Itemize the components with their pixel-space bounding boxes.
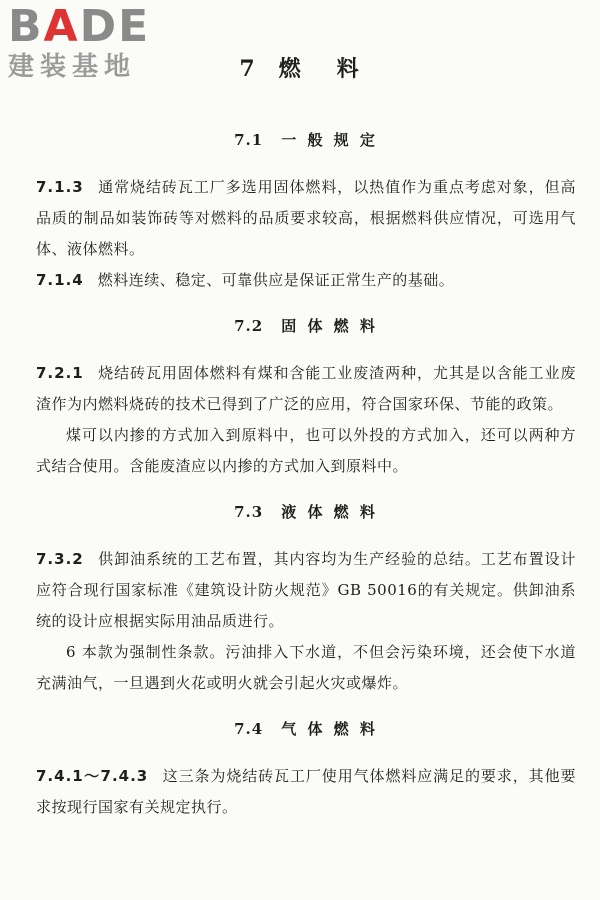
clause-number: 7.1.3 xyxy=(36,178,84,196)
chapter-title xyxy=(0,52,600,83)
clause-number: 7.3.2 xyxy=(36,550,84,568)
section-heading xyxy=(36,312,576,340)
section-heading xyxy=(36,126,576,154)
section-number: 7.3 xyxy=(234,503,264,521)
clause-text: 供卸油系统的工艺布置，其内容均为生产经验的总结。工艺布置设计应符合现行国家标准《建筑设计防火规范》GB 50016的有关规定。供卸油系统的设计应根据实际用油品质进行。 xyxy=(36,550,576,630)
clause-paragraph xyxy=(36,265,576,296)
clause-number: 7.4.1～7.4.3 xyxy=(36,767,149,785)
logo-wordmark: BADE xyxy=(8,1,151,52)
body-paragraph: 煤可以内掺的方式加入到原料中，也可以外投的方式加入，还可以两种方式结合使用。含能废渣应以内掺的方式加入到原料中。 xyxy=(36,426,576,475)
body-paragraph: 6 本款为强制性条款。污油排入下水道，不但会污染环境，还会使下水道充满油气，一旦遇到火花或明火就会引起火灾或爆炸。 xyxy=(36,643,576,692)
clause-paragraph xyxy=(36,172,576,265)
chapter-word-2: 料 xyxy=(336,56,361,82)
clause-number: 7.2.1 xyxy=(36,364,84,382)
clause-text: 烧结砖瓦用固体燃料有煤和含能工业废渣两种，尤其是以含能工业废渣作为内燃料烧砖的技术已得到了广泛的应用，符合国家环保、节能的政策。 xyxy=(36,364,576,413)
section-heading xyxy=(36,715,576,743)
chapter-number: 7 xyxy=(239,56,257,82)
section-title: 气 体 燃 料 xyxy=(281,720,378,738)
clause-paragraph xyxy=(36,544,576,637)
section-heading xyxy=(36,498,576,526)
clause-text: 通常烧结砖瓦工厂多选用固体燃料，以热值作为重点考虑对象，但高品质的制品如装饰砖等对燃料的品质要求较高，根据燃料供应情况，可选用气体、液体燃料。 xyxy=(36,178,576,258)
section-number: 7.4 xyxy=(234,720,264,738)
section-title: 固 体 燃 料 xyxy=(281,317,378,335)
section-number: 7.2 xyxy=(234,317,264,335)
clause-paragraph xyxy=(36,761,576,823)
clause-text: 这三条为烧结砖瓦工厂使用气体燃料应满足的要求，其他要求按现行国家有关规定执行。 xyxy=(36,767,576,816)
clause-text: 燃料连续、稳定、可靠供应是保证正常生产的基础。 xyxy=(97,271,455,289)
document-body xyxy=(36,126,576,823)
clause-paragraph xyxy=(36,358,576,420)
section-title: 液 体 燃 料 xyxy=(281,503,378,521)
logo-subtitle: 建装基地 xyxy=(8,52,137,82)
chapter-word-1: 燃 xyxy=(278,56,303,82)
section-title: 一 般 规 定 xyxy=(281,131,378,149)
logo-accent-letter: A xyxy=(43,1,80,52)
section-number: 7.1 xyxy=(234,131,264,149)
clause-number: 7.1.4 xyxy=(36,271,84,289)
